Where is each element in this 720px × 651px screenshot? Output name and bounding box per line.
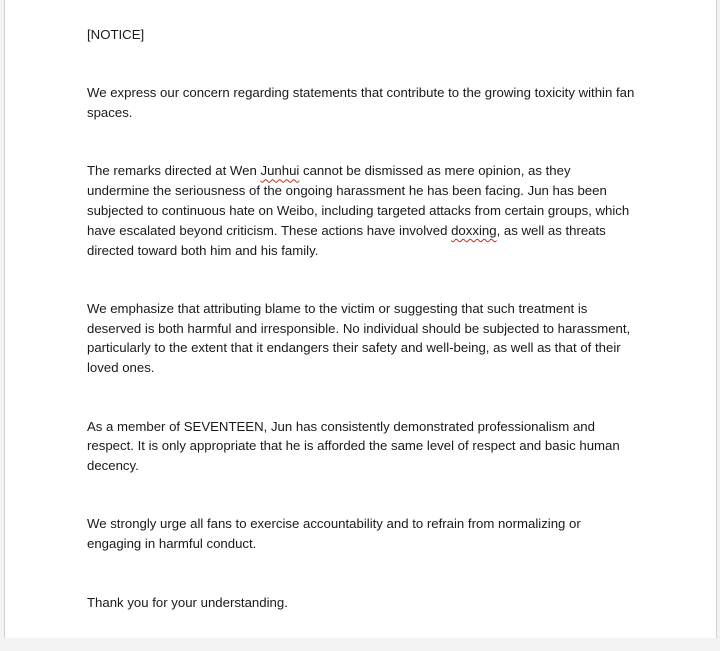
document-page xyxy=(4,0,717,638)
paragraph-thanks: Thank you for your understanding. xyxy=(87,594,288,610)
paragraph-remarks xyxy=(87,161,635,260)
spellcheck-word-doxxing[interactable]: doxxing xyxy=(451,222,497,238)
paragraph-remarks-part3: , as well as threats directed toward both him and his family. xyxy=(87,222,606,258)
notice-heading: [NOTICE] xyxy=(87,27,145,42)
paragraph-remarks-part2: cannot be dismissed as mere opinion, as they undermine the seriousness of the ongoing harassment he has been facing. Jun has been subjected to continuous hate on Weibo, including targeted attacks from certain groups, which have escalated beyond criticism. These actions have involved xyxy=(87,163,630,238)
spellcheck-word-junhui[interactable]: Junhui xyxy=(260,163,300,179)
paragraph-member: As a member of SEVENTEEN, Jun has consistently demonstrated professionalism and respect. It is only appropriate that he is afforded the same level of respect and basic human decency. xyxy=(87,418,620,474)
document-body[interactable] xyxy=(87,25,635,651)
paragraph-urge: We strongly urge all fans to exercise accountability and to refrain from normalizing or engaging in harmful conduct. xyxy=(87,516,581,552)
paragraph-remarks-part1: The remarks directed at Wen xyxy=(87,163,261,179)
paragraph-concern: We express our concern regarding statements that contribute to the growing toxicity within fan spaces. xyxy=(87,85,635,121)
paragraph-emphasis: We emphasize that attributing blame to the victim or suggesting that such treatment is deserved is both harmful and irresponsible. No individual should be subjected to harassment, particularly to the extent that it endangers their safety and well-being, as well as that of their loved ones. xyxy=(87,300,631,376)
